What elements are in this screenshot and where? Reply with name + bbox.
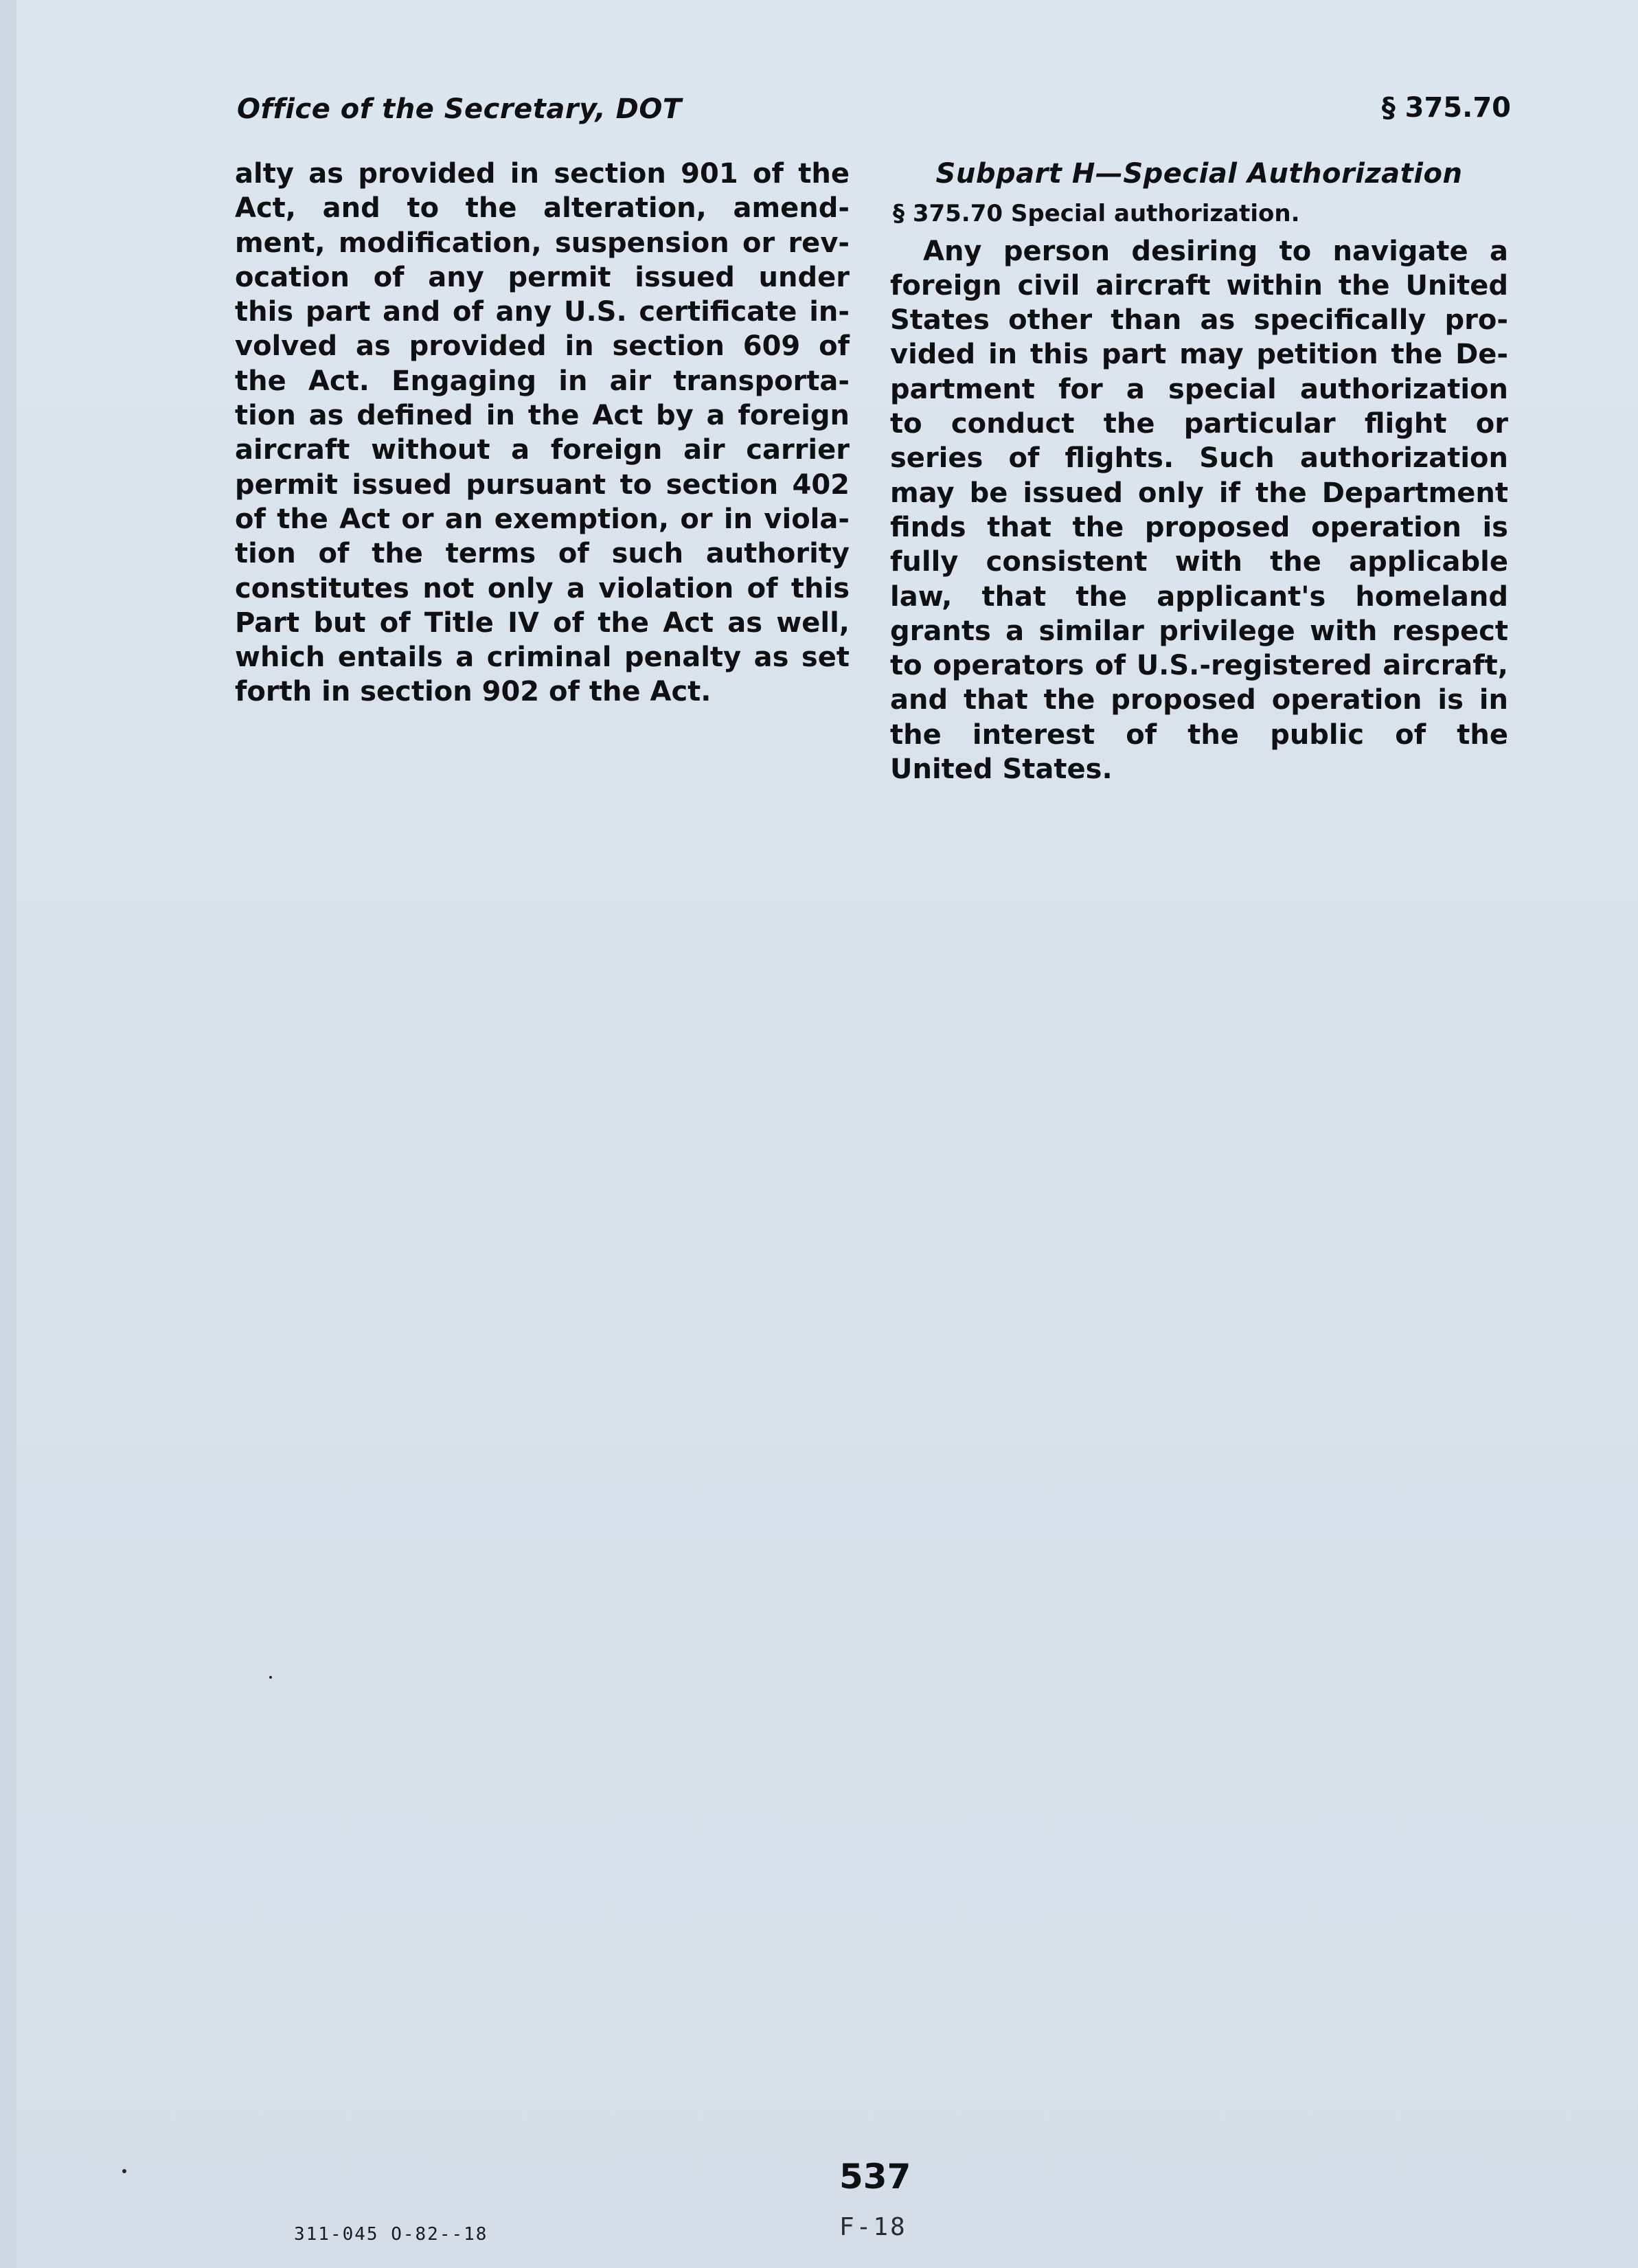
text-line: constitutes not only a violation of this [235,572,850,604]
print-job-code: 311-045 O-82--18 [294,2224,488,2245]
text-line: series of flights. Such authorization [890,442,1508,475]
text-line: finds that the proposed operation is [890,511,1508,543]
right-column [890,157,1508,786]
text-line: to operators of U.S.-registered aircraft, [890,650,1508,682]
text-line: alty as provided in section 901 of the [235,158,850,190]
text-line: the Act. Engaging in air transporta- [235,365,850,397]
text-line: United States. [890,753,1113,786]
text-line: volved as provided in section 609 of [235,330,850,363]
left-column [235,157,850,710]
text-line: Act, and to the alteration, amend- [235,192,850,225]
running-head-agency: Office of the Secretary, DOT [237,93,682,125]
text-line: aircraft without a foreign air carrier [235,434,850,466]
running-head-section: § 375.70 [1381,92,1511,124]
text-line: Part but of Title IV of the Act as well, [235,606,850,639]
text-line: and that the proposed operation is in [890,684,1508,716]
text-line: which entails a criminal penalty as set [235,642,850,674]
text-line: the interest of the public of the [890,718,1508,751]
text-line: forth in section 902 of the Act. [235,676,712,708]
scan-speck [122,2169,126,2173]
text-line: Any person desiring to navigate a [923,235,1508,267]
text-line: to conduct the particular flight or [890,408,1508,440]
text-line: permit issued pursuant to section 402 [235,468,850,501]
scan-speck [269,1676,272,1679]
text-line: foreign civil aircraft within the United [890,269,1508,302]
subpart-title: Subpart H—Special Authorization [935,158,1463,190]
section-heading: § 375.70 Special authorization. [893,200,1300,228]
text-line: tion as defined in the Act by a foreign [235,400,850,432]
fiche-code: F-18 [839,2213,907,2241]
text-line: this part and of any U.S. certificate in- [235,296,850,328]
text-line: vided in this part may petition the De- [890,339,1508,371]
text-line: may be issued only if the Department [890,477,1508,509]
text-line: ment, modification, suspension or rev- [235,227,850,259]
page-number: 537 [839,2157,911,2197]
text-line: ocation of any permit issued under [235,261,850,293]
text-line: of the Act or an exemption, or in viola- [235,503,850,535]
text-line: grants a similar privilege with respect [890,615,1508,647]
text-line: fully consistent with the applicable [890,546,1508,578]
text-line: law, that the applicant's homeland [890,580,1508,613]
text-line: partment for a special authorization [890,373,1508,405]
text-line: States other than as specifically pro- [890,304,1508,337]
text-line: tion of the terms of such authority [235,538,850,570]
scan-edge [0,0,16,2268]
